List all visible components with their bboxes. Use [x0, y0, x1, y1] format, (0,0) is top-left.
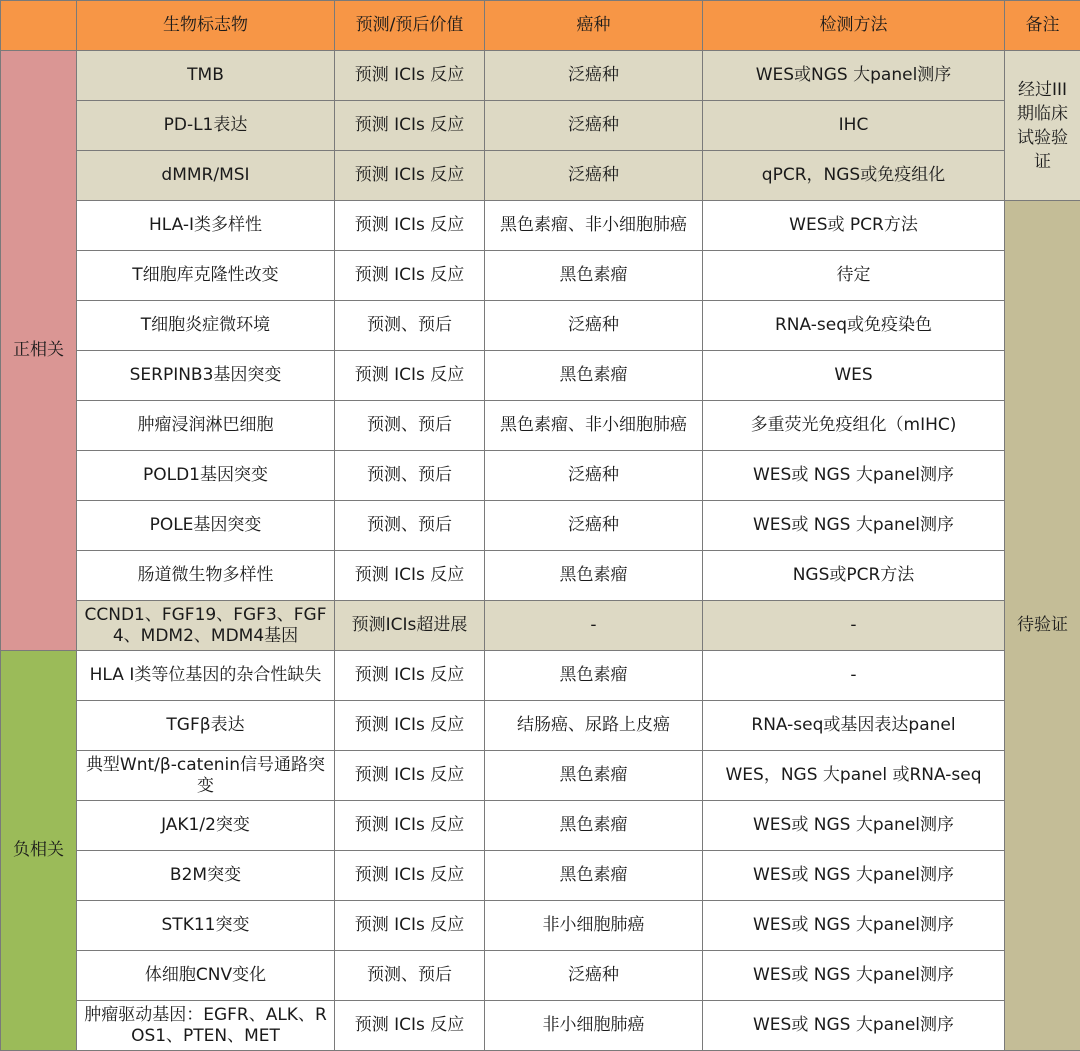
cell-cancer: 黑色素瘤、非小细胞肺癌 — [485, 401, 703, 451]
cell-cancer: 泛癌种 — [485, 51, 703, 101]
header-cancer: 癌种 — [485, 1, 703, 51]
table-row — [1, 151, 1080, 201]
table-row — [1, 201, 1080, 251]
cell-cancer: 泛癌种 — [485, 451, 703, 501]
cell-method: 多重荧光免疫组化（mIHC) — [703, 401, 1005, 451]
cell-marker: TMB — [77, 51, 335, 101]
cell-cancer: 黑色素瘤 — [485, 651, 703, 701]
cell-marker: HLA-I类多样性 — [77, 201, 335, 251]
cell-method: RNA-seq或基因表达panel — [703, 701, 1005, 751]
table-row — [1, 651, 1080, 701]
table-row — [1, 51, 1080, 101]
cell-value: 预测 ICIs 反应 — [335, 51, 485, 101]
cell-marker: TGFβ表达 — [77, 701, 335, 751]
cell-value: 预测 ICIs 反应 — [335, 201, 485, 251]
cell-cancer: 泛癌种 — [485, 951, 703, 1001]
table-row — [1, 701, 1080, 751]
cell-value: 预测 ICIs 反应 — [335, 751, 485, 801]
cell-cancer: 泛癌种 — [485, 501, 703, 551]
cell-method: WES或NGS 大panel测序 — [703, 51, 1005, 101]
cell-marker: STK11突变 — [77, 901, 335, 951]
cell-marker: POLD1基因突变 — [77, 451, 335, 501]
cell-marker: B2M突变 — [77, 851, 335, 901]
cell-method: WES或 NGS 大panel测序 — [703, 451, 1005, 501]
cell-marker: dMMR/MSI — [77, 151, 335, 201]
cell-marker: POLE基因突变 — [77, 501, 335, 551]
cell-method: NGS或PCR方法 — [703, 551, 1005, 601]
cell-value: 预测 ICIs 反应 — [335, 851, 485, 901]
table-row — [1, 751, 1080, 801]
cell-cancer: 泛癌种 — [485, 101, 703, 151]
table-row — [1, 951, 1080, 1001]
cell-cancer: 黑色素瘤 — [485, 801, 703, 851]
header-value: 预测/预后价值 — [335, 1, 485, 51]
header-note: 备注 — [1005, 1, 1080, 51]
table-row — [1, 1001, 1080, 1051]
cell-method: RNA-seq或免疫染色 — [703, 301, 1005, 351]
cell-cancer: 泛癌种 — [485, 301, 703, 351]
table-row — [1, 301, 1080, 351]
cell-value: 预测 ICIs 反应 — [335, 651, 485, 701]
cell-marker: T细胞炎症微环境 — [77, 301, 335, 351]
cell-marker: 肿瘤驱动基因：EGFR、ALK、ROS1、PTEN、MET — [77, 1001, 335, 1051]
cell-value: 预测 ICIs 反应 — [335, 251, 485, 301]
cell-value: 预测、预后 — [335, 951, 485, 1001]
cell-marker: T细胞库克隆性改变 — [77, 251, 335, 301]
table-row — [1, 451, 1080, 501]
cell-method: WES，NGS 大panel 或RNA-seq — [703, 751, 1005, 801]
cell-cancer: 非小细胞肺癌 — [485, 901, 703, 951]
cell-marker: 典型Wnt/β-catenin信号通路突变 — [77, 751, 335, 801]
table-row — [1, 601, 1080, 651]
table-row — [1, 801, 1080, 851]
cell-method: WES或 NGS 大panel测序 — [703, 1001, 1005, 1051]
cell-cancer: 黑色素瘤、非小细胞肺癌 — [485, 201, 703, 251]
cell-marker: CCND1、FGF19、FGF3、FGF4、MDM2、MDM4基因 — [77, 601, 335, 651]
note-validated-line: 经过III — [1007, 78, 1078, 102]
cell-cancer: 非小细胞肺癌 — [485, 1001, 703, 1051]
note-validated — [1005, 51, 1080, 201]
cell-method: WES或 PCR方法 — [703, 201, 1005, 251]
cell-marker: JAK1/2突变 — [77, 801, 335, 851]
cell-cancer: 结肠癌、尿路上皮癌 — [485, 701, 703, 751]
cell-method: WES或 NGS 大panel测序 — [703, 851, 1005, 901]
cell-marker: PD-L1表达 — [77, 101, 335, 151]
cell-cancer: 黑色素瘤 — [485, 551, 703, 601]
table-row — [1, 551, 1080, 601]
header-marker: 生物标志物 — [77, 1, 335, 51]
cell-cancer: 黑色素瘤 — [485, 351, 703, 401]
cell-value: 预测 ICIs 反应 — [335, 1001, 485, 1051]
note-validated-line: 证 — [1007, 150, 1078, 174]
header-row — [1, 1, 1080, 51]
group-negative: 负相关 — [1, 651, 77, 1051]
cell-cancer: 泛癌种 — [485, 151, 703, 201]
table-row — [1, 401, 1080, 451]
table-row — [1, 901, 1080, 951]
cell-value: 预测 ICIs 反应 — [335, 901, 485, 951]
cell-cancer: 黑色素瘤 — [485, 751, 703, 801]
note-pending: 待验证 — [1005, 201, 1080, 1051]
cell-cancer: - — [485, 601, 703, 651]
cell-value: 预测 ICIs 反应 — [335, 801, 485, 851]
cell-marker: HLA I类等位基因的杂合性缺失 — [77, 651, 335, 701]
cell-value: 预测、预后 — [335, 401, 485, 451]
cell-value: 预测、预后 — [335, 451, 485, 501]
cell-method: IHC — [703, 101, 1005, 151]
table-row — [1, 251, 1080, 301]
cell-value: 预测 ICIs 反应 — [335, 351, 485, 401]
cell-value: 预测 ICIs 反应 — [335, 151, 485, 201]
cell-method: WES或 NGS 大panel测序 — [703, 801, 1005, 851]
cell-method: WES或 NGS 大panel测序 — [703, 501, 1005, 551]
cell-method: WES或 NGS 大panel测序 — [703, 901, 1005, 951]
header-group — [1, 1, 77, 51]
cell-cancer: 黑色素瘤 — [485, 251, 703, 301]
cell-method: WES — [703, 351, 1005, 401]
table-row — [1, 501, 1080, 551]
cell-method: - — [703, 601, 1005, 651]
cell-value: 预测、预后 — [335, 301, 485, 351]
cell-method: - — [703, 651, 1005, 701]
table-row — [1, 101, 1080, 151]
cell-value: 预测 ICIs 反应 — [335, 701, 485, 751]
cell-method: qPCR，NGS或免疫组化 — [703, 151, 1005, 201]
table-row — [1, 351, 1080, 401]
cell-value: 预测、预后 — [335, 501, 485, 551]
note-validated-line: 试验验 — [1007, 126, 1078, 150]
header-method: 检测方法 — [703, 1, 1005, 51]
cell-marker: 肠道微生物多样性 — [77, 551, 335, 601]
cell-marker: 体细胞CNV变化 — [77, 951, 335, 1001]
cell-cancer: 黑色素瘤 — [485, 851, 703, 901]
cell-method: WES或 NGS 大panel测序 — [703, 951, 1005, 1001]
group-positive: 正相关 — [1, 51, 77, 651]
cell-value: 预测ICIs超进展 — [335, 601, 485, 651]
cell-method: 待定 — [703, 251, 1005, 301]
note-validated-line: 期临床 — [1007, 102, 1078, 126]
cell-value: 预测 ICIs 反应 — [335, 551, 485, 601]
cell-value: 预测 ICIs 反应 — [335, 101, 485, 151]
table-row — [1, 851, 1080, 901]
cell-marker: 肿瘤浸润淋巴细胞 — [77, 401, 335, 451]
cell-marker: SERPINB3基因突变 — [77, 351, 335, 401]
